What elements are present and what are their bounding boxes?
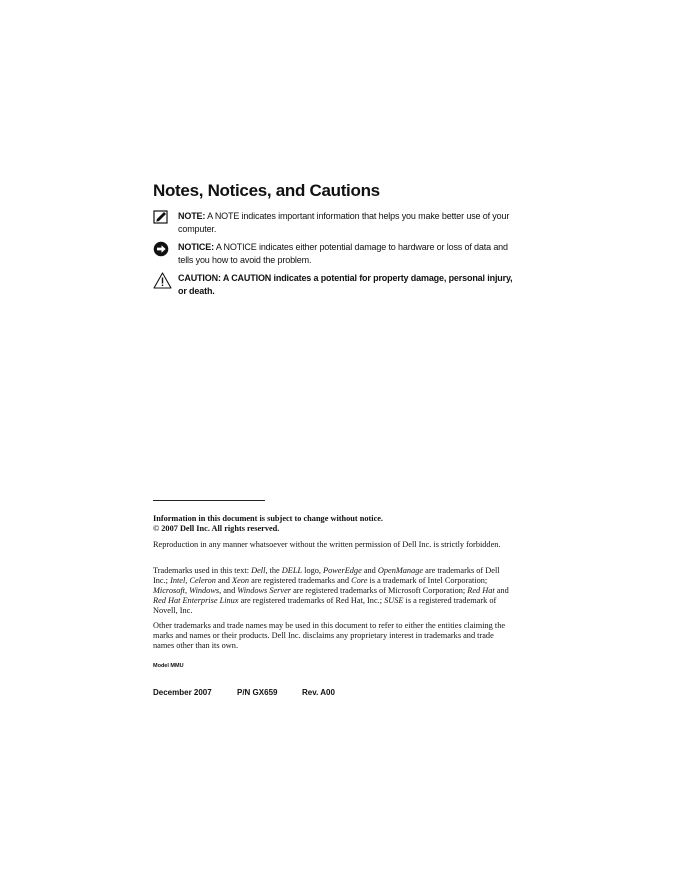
caution-admonition	[153, 272, 513, 298]
footnote-divider	[153, 500, 265, 501]
footer-date: December 2007	[153, 688, 212, 697]
model-number: Model MMU	[153, 663, 184, 669]
notice-text: A NOTICE indicates either potential damage to hardware or loss of data and tells you how to avoid the problem.	[178, 242, 508, 265]
footer-revision: Rev. A00	[302, 688, 335, 697]
note-text: A NOTE indicates important information that helps you make better use of your computer.	[178, 211, 510, 234]
copyright-line: © 2007 Dell Inc. All rights reserved.	[153, 524, 280, 533]
caution-triangle-icon	[153, 272, 171, 288]
trademarks-paragraph: Trademarks used in this text: Dell, the DELL logo, PowerEdge and OpenManage are trademarks of Dell Inc.; Intel, Celeron and Xeon are registered trademarks and Core is a trademark of Intel Corporation; Microsoft, Windows, and Windows Server are registered trademarks of Microsoft Corporation; Red Hat and Red Hat Enterprise Linux are registered trademarks of Red Hat, Inc.; SUSE is a registered trademark of Novell, Inc.	[153, 566, 509, 615]
note-pencil-icon	[153, 210, 171, 226]
page-title: Notes, Notices, and Cautions	[153, 181, 380, 200]
note-label: NOTE:	[178, 211, 206, 221]
note-admonition	[153, 210, 513, 236]
notice-label: NOTICE:	[178, 242, 214, 252]
footer-part-number: P/N GX659	[237, 688, 278, 697]
other-trademarks-paragraph: Other trademarks and trade names may be used in this document to refer to either the entities claiming the marks and names or their products. Dell Inc. disclaims any proprietary interest in trademarks and trade names other than its own.	[153, 621, 506, 650]
change-notice	[153, 514, 513, 534]
change-notice-line: Information in this document is subject to change without notice.	[153, 514, 384, 523]
reproduction-notice: Reproduction in any manner whatsoever without the written permission of Dell Inc. is strictly forbidden.	[153, 540, 501, 549]
caution-text: A CAUTION indicates a potential for property damage, personal injury, or death.	[178, 273, 513, 296]
notice-admonition	[153, 241, 513, 267]
notice-arrow-icon	[153, 241, 171, 257]
caution-label: CAUTION:	[178, 273, 221, 283]
